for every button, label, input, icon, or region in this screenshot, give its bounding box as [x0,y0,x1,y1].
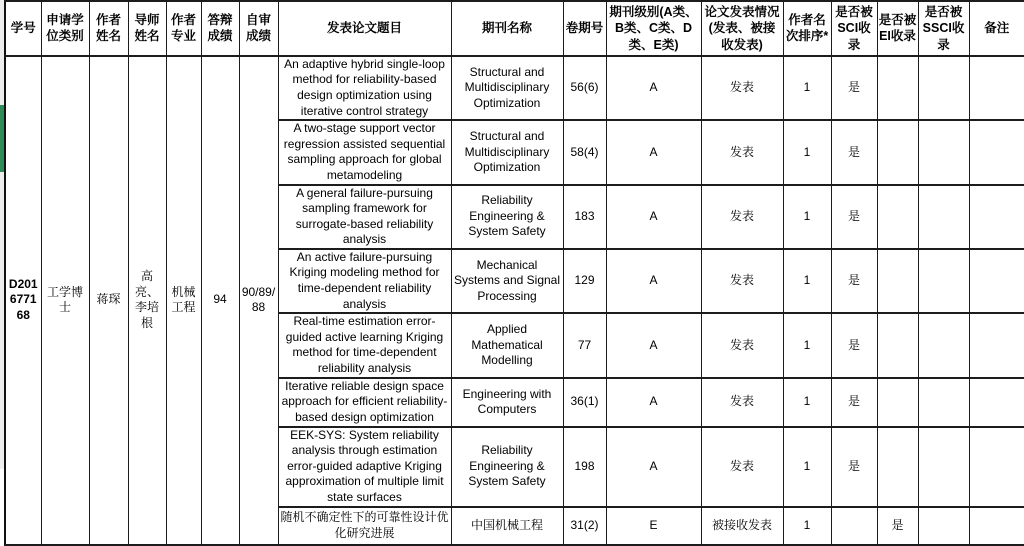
header-remarks: 备注 [969,1,1024,56]
cell-ssci-indexed [918,120,969,184]
cell-author-name: 蒋琛 [89,56,128,545]
cell-sci-indexed: 是 [831,378,877,427]
scrollbar-thumb[interactable] [0,105,4,172]
cell-ssci-indexed [918,313,969,377]
cell-sci-indexed: 是 [831,427,877,507]
cell-self-review-score: 90/89/88 [239,56,278,545]
cell-remarks [969,56,1024,120]
cell-volume-issue: 36(1) [563,378,606,427]
cell-degree-type: 工学博士 [41,56,89,545]
cell-remarks [969,427,1024,507]
cell-sci-indexed: 是 [831,120,877,184]
header-author-name: 作者姓名 [89,1,128,56]
publication-table [4,0,1024,546]
header-paper-title: 发表论文题目 [278,1,451,56]
cell-journal-name: 中国机械工程 [451,507,563,545]
cell-ssci-indexed [918,427,969,507]
cell-journal-name: Applied Mathematical Modelling [451,313,563,377]
cell-ei-indexed [877,249,918,313]
cell-journal-name: Mechanical Systems and Signal Processing [451,249,563,313]
cell-sci-indexed: 是 [831,56,877,120]
cell-journal-name: Structural and Multidisciplinary Optimization [451,56,563,120]
header-ei-indexed: 是否被EI收录 [877,1,918,56]
cell-ei-indexed [877,313,918,377]
paper-row [5,56,1024,120]
cell-sci-indexed [831,507,877,545]
cell-volume-issue: 56(6) [563,56,606,120]
cell-remarks [969,249,1024,313]
cell-remarks [969,313,1024,377]
cell-sci-indexed: 是 [831,313,877,377]
cell-journal-level: A [606,185,701,249]
header-publication-status: 论文发表情况(发表、被接收发表) [701,1,783,56]
cell-author-rank: 1 [783,507,831,545]
cell-paper-title: A general failure-pursuing sampling framework for surrogate-based reliability analysis [278,185,451,249]
cell-ssci-indexed [918,249,969,313]
cell-publication-status: 发表 [701,313,783,377]
cell-sci-indexed: 是 [831,185,877,249]
cell-publication-status: 发表 [701,56,783,120]
cell-paper-title: Iterative reliable design space approach for efficient reliability-based design optimization [278,378,451,427]
cell-student-id: D201677168 [5,56,41,545]
cell-paper-title: EEK-SYS: System reliability analysis through estimation error-guided adaptive Kriging approximation of multiple limit state surfaces [278,427,451,507]
header-author-major: 作者专业 [166,1,201,56]
header-defense-score: 答辩成绩 [201,1,239,56]
cell-ei-indexed [877,185,918,249]
cell-ei-indexed [877,120,918,184]
cell-author-rank: 1 [783,427,831,507]
cell-volume-issue: 31(2) [563,507,606,545]
cell-publication-status: 被接收发表 [701,507,783,545]
cell-author-rank: 1 [783,185,831,249]
cell-journal-level: E [606,507,701,545]
cell-ei-indexed [877,56,918,120]
cell-remarks [969,120,1024,184]
header-advisor-name: 导师姓名 [128,1,166,56]
cell-author-rank: 1 [783,56,831,120]
cell-paper-title: Real-time estimation error-guided active learning Kriging method for time-dependent reliability analysis [278,313,451,377]
header-journal-name: 期刊名称 [451,1,563,56]
cell-volume-issue: 129 [563,249,606,313]
cell-publication-status: 发表 [701,185,783,249]
cell-journal-level: A [606,56,701,120]
cell-paper-title: An active failure-pursuing Kriging modeling method for time-dependent reliability analysis [278,249,451,313]
cell-ssci-indexed [918,378,969,427]
cell-author-major: 机械工程 [166,56,201,545]
cell-author-rank: 1 [783,120,831,184]
cell-volume-issue: 77 [563,313,606,377]
cell-paper-title: 随机不确定性下的可靠性设计优化研究进展 [278,507,451,545]
cell-publication-status: 发表 [701,378,783,427]
cell-journal-name: Structural and Multidisciplinary Optimization [451,120,563,184]
header-author-rank: 作者名次排序* [783,1,831,56]
cell-journal-level: A [606,378,701,427]
header-row [5,1,1024,56]
cell-publication-status: 发表 [701,120,783,184]
header-student-id: 学号 [5,1,41,56]
cell-volume-issue: 58(4) [563,120,606,184]
cell-ei-indexed [877,378,918,427]
cell-remarks [969,185,1024,249]
cell-ssci-indexed [918,507,969,545]
cell-author-rank: 1 [783,249,831,313]
header-self-review-score: 自审成绩 [239,1,278,56]
cell-journal-name: Reliability Engineering & System Safety [451,185,563,249]
cell-publication-status: 发表 [701,249,783,313]
cell-journal-name: Reliability Engineering & System Safety [451,427,563,507]
cell-paper-title: An adaptive hybrid single-loop method for reliability-based design optimization using iterative control strategy [278,56,451,120]
header-sci-indexed: 是否被SCI收录 [831,1,877,56]
cell-journal-level: A [606,313,701,377]
cell-journal-level: A [606,120,701,184]
header-journal-level: 期刊级别(A类、B类、C类、D类、E类) [606,1,701,56]
cell-journal-name: Engineering with Computers [451,378,563,427]
cell-ei-indexed: 是 [877,507,918,545]
cell-sci-indexed: 是 [831,249,877,313]
cell-author-rank: 1 [783,378,831,427]
cell-paper-title: A two-stage support vector regression assisted sequential sampling approach for global metamodeling [278,120,451,184]
cell-remarks [969,507,1024,545]
header-degree-type: 申请学位类别 [41,1,89,56]
cell-publication-status: 发表 [701,427,783,507]
cell-ei-indexed [877,427,918,507]
cell-ssci-indexed [918,185,969,249]
header-volume-issue: 卷期号 [563,1,606,56]
cell-author-rank: 1 [783,313,831,377]
vertical-scrollbar[interactable] [0,0,4,469]
cell-journal-level: A [606,427,701,507]
cell-journal-level: A [606,249,701,313]
cell-volume-issue: 198 [563,427,606,507]
cell-ssci-indexed [918,56,969,120]
header-ssci-indexed: 是否被SSCI收录 [918,1,969,56]
cell-advisor-name: 高亮、李培根 [128,56,166,545]
cell-defense-score: 94 [201,56,239,545]
cell-remarks [969,378,1024,427]
cell-volume-issue: 183 [563,185,606,249]
